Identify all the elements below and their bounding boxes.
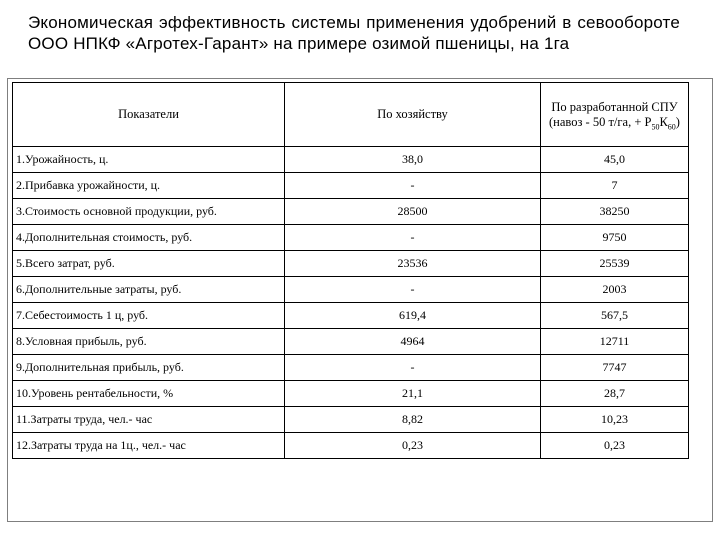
cell-farm: 21,1 (285, 381, 541, 407)
cell-spu: 10,23 (541, 407, 689, 433)
cell-farm: - (285, 173, 541, 199)
cell-spu: 2003 (541, 277, 689, 303)
table-row (13, 407, 689, 433)
cell-farm: 23536 (285, 251, 541, 277)
cell-indicator: 8.Условная прибыль, руб. (13, 329, 285, 355)
cell-indicator: 11.Затраты труда, чел.- час (13, 407, 285, 433)
cell-indicator: 9.Дополнительная прибыль, руб. (13, 355, 285, 381)
table-row (13, 199, 689, 225)
cell-indicator: 4.Дополнительная стоимость, руб. (13, 225, 285, 251)
cell-indicator: 10.Уровень рентабельности, % (13, 381, 285, 407)
cell-spu: 45,0 (541, 147, 689, 173)
cell-indicator: 7.Себестоимость 1 ц, руб. (13, 303, 285, 329)
cell-spu: 9750 (541, 225, 689, 251)
header-spu-sub1: 50 (651, 122, 660, 131)
table-row (13, 173, 689, 199)
table-row (13, 355, 689, 381)
table-row (13, 381, 689, 407)
efficiency-table (12, 82, 689, 459)
cell-farm: 28500 (285, 199, 541, 225)
header-spu-text: (навоз - 50 т/га, + Р (549, 114, 652, 129)
table-row (13, 251, 689, 277)
cell-indicator: 6.Дополнительные затраты, руб. (13, 277, 285, 303)
header-spu-line2 (549, 115, 680, 129)
header-indicator: Показатели (13, 83, 285, 147)
cell-indicator: 3.Стоимость основной продукции, руб. (13, 199, 285, 225)
cell-indicator: 1.Урожайность, ц. (13, 147, 285, 173)
table-header-row (13, 83, 689, 147)
cell-spu: 7 (541, 173, 689, 199)
header-spu (541, 83, 689, 147)
cell-farm: 0,23 (285, 433, 541, 459)
table-row (13, 329, 689, 355)
cell-indicator: 12.Затраты труда на 1ц., чел.- час (13, 433, 285, 459)
cell-indicator: 2.Прибавка урожайности, ц. (13, 173, 285, 199)
header-spu-k: К (659, 114, 668, 129)
cell-indicator: 5.Всего затрат, руб. (13, 251, 285, 277)
table-row (13, 433, 689, 459)
header-spu-close: ) (675, 114, 680, 129)
cell-farm: - (285, 225, 541, 251)
slide-title: Экономическая эффективность системы применения удобрений в севообороте ООО НПКФ «Агротех-Гарант» на примере озимой пшеницы, на 1га (28, 13, 680, 53)
cell-spu: 12711 (541, 329, 689, 355)
cell-farm: 38,0 (285, 147, 541, 173)
table-row (13, 277, 689, 303)
table-row (13, 303, 689, 329)
header-spu-sub2: 60 (667, 122, 676, 131)
header-farm: По хозяйству (285, 83, 541, 147)
header-spu-line1: По разработанной СПУ (551, 99, 678, 114)
cell-spu: 567,5 (541, 303, 689, 329)
table-row (13, 147, 689, 173)
cell-farm: 4964 (285, 329, 541, 355)
cell-farm: - (285, 355, 541, 381)
cell-spu: 25539 (541, 251, 689, 277)
cell-farm: 8,82 (285, 407, 541, 433)
cell-farm: - (285, 277, 541, 303)
cell-spu: 0,23 (541, 433, 689, 459)
table-row (13, 225, 689, 251)
cell-spu: 38250 (541, 199, 689, 225)
cell-spu: 7747 (541, 355, 689, 381)
cell-farm: 619,4 (285, 303, 541, 329)
cell-spu: 28,7 (541, 381, 689, 407)
